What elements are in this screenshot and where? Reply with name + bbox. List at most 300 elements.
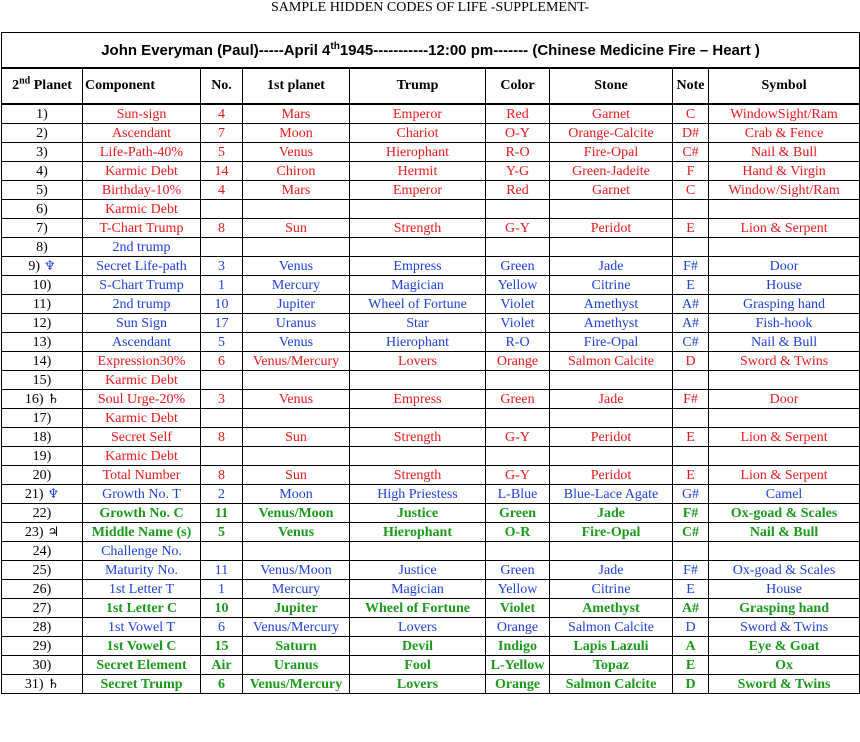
row-number-text: 20)	[32, 467, 52, 483]
row-number-text: 11)	[32, 296, 52, 312]
cell-trump: Magician	[350, 276, 486, 295]
cell-note: F#	[673, 561, 709, 580]
row-number-text: 10)	[32, 277, 52, 293]
cell-note: C#	[673, 143, 709, 162]
cell-symbol	[709, 447, 860, 466]
cell-stone: Jade	[550, 504, 673, 523]
cell-symbol: Sword & Twins	[709, 352, 860, 371]
cell-component: Ascendant	[83, 124, 201, 143]
table-header-row	[2, 33, 860, 69]
row-number-text: 21)	[24, 486, 44, 502]
cell-first-planet	[243, 447, 350, 466]
cell-first-planet: Sun	[243, 219, 350, 238]
cell-number: 11	[201, 561, 243, 580]
cell-number: 7	[201, 124, 243, 143]
page-title: SAMPLE HIDDEN CODES OF LIFE -SUPPLEMENT-	[270, 0, 589, 15]
cell-component: 2nd trump	[83, 238, 201, 257]
cell-component: 2nd trump	[83, 295, 201, 314]
cell-stone: Topaz	[550, 656, 673, 675]
cell-note: E	[673, 276, 709, 295]
cell-stone	[550, 409, 673, 428]
cell-number: 1	[201, 580, 243, 599]
cell-component: Maturity No.	[83, 561, 201, 580]
cell-first-planet: Venus/Mercury	[243, 675, 350, 694]
cell-note: D	[673, 675, 709, 694]
cell-component: Total Number	[83, 466, 201, 485]
cell-first-planet	[243, 371, 350, 390]
cell-stone	[550, 542, 673, 561]
cell-first-planet: Sun	[243, 428, 350, 447]
cell-number: 15	[201, 637, 243, 656]
table-row	[2, 181, 860, 200]
cell-stone: Fire-Opal	[550, 333, 673, 352]
cell-stone: Garnet	[550, 104, 673, 124]
cell-number: 5	[201, 523, 243, 542]
cell-color: Yellow	[486, 276, 550, 295]
cell-first-planet: Mars	[243, 104, 350, 124]
cell-stone: Peridot	[550, 466, 673, 485]
cell-first-planet: Moon	[243, 124, 350, 143]
cell-component: Secret Element	[83, 656, 201, 675]
cell-symbol: Sword & Twins	[709, 618, 860, 637]
row-number	[2, 675, 83, 694]
cell-note: D	[673, 618, 709, 637]
row-number-text: 7)	[36, 220, 48, 236]
cell-note: E	[673, 466, 709, 485]
cell-first-planet: Sun	[243, 466, 350, 485]
cell-color: Red	[486, 181, 550, 200]
cell-stone: Peridot	[550, 219, 673, 238]
cell-symbol: Sword & Twins	[709, 675, 860, 694]
row-number	[2, 656, 83, 675]
table-row	[2, 143, 860, 162]
row-number	[2, 200, 83, 219]
cell-component: Challenge No.	[83, 542, 201, 561]
cell-note	[673, 238, 709, 257]
cell-trump: Wheel of Fortune	[350, 295, 486, 314]
cell-stone	[550, 371, 673, 390]
cell-first-planet: Venus	[243, 523, 350, 542]
cell-note	[673, 200, 709, 219]
table-row	[2, 656, 860, 675]
cell-note	[673, 409, 709, 428]
cell-color: Green	[486, 504, 550, 523]
cell-component: 1st Letter T	[83, 580, 201, 599]
planet-glyph-icon: ♄	[47, 676, 60, 692]
cell-stone: Jade	[550, 561, 673, 580]
cell-color: G-Y	[486, 428, 550, 447]
table-row	[2, 200, 860, 219]
row-number	[2, 238, 83, 257]
cell-first-planet: Venus/Mercury	[243, 618, 350, 637]
cell-number: 4	[201, 181, 243, 200]
row-number-text: 3)	[36, 144, 48, 160]
cell-symbol: Grasping hand	[709, 599, 860, 618]
cell-symbol: Lion & Serpent	[709, 466, 860, 485]
row-number	[2, 637, 83, 656]
cell-note: F	[673, 162, 709, 181]
col-planet-label: Planet	[30, 78, 72, 93]
cell-trump: Strength	[350, 428, 486, 447]
cell-stone: Salmon Calcite	[550, 675, 673, 694]
row-number-text: 27)	[32, 600, 52, 616]
cell-component: 1st Vowel C	[83, 637, 201, 656]
cell-symbol: Door	[709, 390, 860, 409]
row-number	[2, 561, 83, 580]
cell-number: 14	[201, 162, 243, 181]
cell-stone: Fire-Opal	[550, 143, 673, 162]
table-row	[2, 542, 860, 561]
row-number	[2, 333, 83, 352]
cell-component: S-Chart Trump	[83, 276, 201, 295]
row-number-text: 28)	[32, 619, 52, 635]
cell-symbol	[709, 200, 860, 219]
cell-note: E	[673, 580, 709, 599]
row-number	[2, 599, 83, 618]
row-number-text: 8)	[36, 239, 48, 255]
cell-component: Secret Life-path	[83, 257, 201, 276]
col-stone: Stone	[550, 68, 673, 104]
cell-number: 5	[201, 333, 243, 352]
cell-color: R-O	[486, 333, 550, 352]
row-number-text: 24)	[32, 543, 52, 559]
table-row	[2, 599, 860, 618]
cell-number: 6	[201, 352, 243, 371]
cell-note: G#	[673, 485, 709, 504]
cell-component: Sun-sign	[83, 104, 201, 124]
table-row	[2, 333, 860, 352]
cell-number	[201, 200, 243, 219]
row-number	[2, 124, 83, 143]
cell-stone: Orange-Calcite	[550, 124, 673, 143]
cell-symbol: Nail & Bull	[709, 523, 860, 542]
table-row	[2, 238, 860, 257]
cell-color: L-Blue	[486, 485, 550, 504]
cell-stone: Green-Jadeite	[550, 162, 673, 181]
cell-component: Life-Path-40%	[83, 143, 201, 162]
cell-component: Karmic Debt	[83, 409, 201, 428]
row-number-text: 23)	[24, 524, 44, 540]
table-row	[2, 104, 860, 124]
hidden-codes-table	[1, 32, 860, 694]
cell-symbol: Crab & Fence	[709, 124, 860, 143]
row-number	[2, 504, 83, 523]
cell-trump: Lovers	[350, 675, 486, 694]
cell-number: 6	[201, 675, 243, 694]
cell-note: E	[673, 428, 709, 447]
table-row	[2, 257, 860, 276]
header-text-before: John Everyman (Paul)-----April 4	[101, 41, 331, 59]
col-planet-sup: nd	[19, 75, 31, 87]
cell-note: E	[673, 219, 709, 238]
cell-first-planet: Mercury	[243, 276, 350, 295]
cell-component: Growth No. T	[83, 485, 201, 504]
row-number	[2, 295, 83, 314]
cell-symbol: Ox-goad & Scales	[709, 561, 860, 580]
cell-trump: Wheel of Fortune	[350, 599, 486, 618]
cell-first-planet: Uranus	[243, 314, 350, 333]
subject-header	[2, 33, 860, 69]
cell-symbol: Ox	[709, 656, 860, 675]
cell-symbol: WindowSight/Ram	[709, 104, 860, 124]
cell-trump: High Priestess	[350, 485, 486, 504]
table-row	[2, 504, 860, 523]
table-row	[2, 447, 860, 466]
row-number-text: 12)	[32, 315, 52, 331]
cell-color: R-O	[486, 143, 550, 162]
cell-note	[673, 447, 709, 466]
cell-symbol: Ox-goad & Scales	[709, 504, 860, 523]
cell-number: 8	[201, 466, 243, 485]
cell-color	[486, 238, 550, 257]
table-row	[2, 409, 860, 428]
col-component: Component	[83, 68, 201, 104]
planet-glyph-icon: ♆	[47, 486, 60, 502]
cell-number: 6	[201, 618, 243, 637]
cell-trump: Strength	[350, 466, 486, 485]
cell-symbol: House	[709, 580, 860, 599]
row-number-text: 13)	[32, 334, 52, 350]
row-number	[2, 181, 83, 200]
row-number-text: 17)	[32, 410, 52, 426]
col-first-planet: 1st planet	[243, 68, 350, 104]
cell-color: Green	[486, 561, 550, 580]
cell-number: 4	[201, 104, 243, 124]
cell-stone: Amethyst	[550, 599, 673, 618]
cell-note	[673, 371, 709, 390]
row-number	[2, 143, 83, 162]
row-number	[2, 219, 83, 238]
cell-trump: Emperor	[350, 104, 486, 124]
table-row	[2, 276, 860, 295]
cell-symbol: Fish-hook	[709, 314, 860, 333]
cell-stone: Blue-Lace Agate	[550, 485, 673, 504]
table-row	[2, 485, 860, 504]
cell-component: Secret Trump	[83, 675, 201, 694]
cell-symbol	[709, 238, 860, 257]
cell-stone: Peridot	[550, 428, 673, 447]
row-number	[2, 314, 83, 333]
cell-stone: Jade	[550, 390, 673, 409]
cell-first-planet: Jupiter	[243, 295, 350, 314]
table-row	[2, 390, 860, 409]
cell-color: Green	[486, 390, 550, 409]
cell-stone	[550, 238, 673, 257]
row-number	[2, 390, 83, 409]
cell-trump: Justice	[350, 504, 486, 523]
cell-color: Green	[486, 257, 550, 276]
row-number-text: 25)	[32, 562, 52, 578]
cell-note: D	[673, 352, 709, 371]
row-number	[2, 257, 83, 276]
cell-trump: Hierophant	[350, 333, 486, 352]
cell-note: D#	[673, 124, 709, 143]
cell-note: F#	[673, 504, 709, 523]
cell-symbol	[709, 409, 860, 428]
cell-note: A#	[673, 295, 709, 314]
cell-color	[486, 542, 550, 561]
cell-first-planet: Saturn	[243, 637, 350, 656]
cell-first-planet	[243, 542, 350, 561]
cell-first-planet: Moon	[243, 485, 350, 504]
row-number	[2, 580, 83, 599]
cell-note: C#	[673, 523, 709, 542]
row-number-text: 6)	[36, 201, 48, 217]
cell-trump: Empress	[350, 390, 486, 409]
cell-first-planet: Mercury	[243, 580, 350, 599]
cell-number: 3	[201, 390, 243, 409]
cell-trump: Magician	[350, 580, 486, 599]
cell-note: E	[673, 656, 709, 675]
row-number-text: 31)	[24, 676, 44, 692]
row-number	[2, 523, 83, 542]
cell-stone	[550, 447, 673, 466]
cell-first-planet: Jupiter	[243, 599, 350, 618]
cell-trump: Hermit	[350, 162, 486, 181]
cell-number: 2	[201, 485, 243, 504]
row-number	[2, 276, 83, 295]
cell-stone: Citrine	[550, 580, 673, 599]
cell-note: A	[673, 637, 709, 656]
cell-trump: Devil	[350, 637, 486, 656]
cell-component: Expression30%	[83, 352, 201, 371]
cell-trump: Star	[350, 314, 486, 333]
cell-trump	[350, 542, 486, 561]
cell-component: 1st Letter C	[83, 599, 201, 618]
cell-first-planet: Venus	[243, 143, 350, 162]
cell-trump: Hierophant	[350, 523, 486, 542]
cell-trump: Hierophant	[350, 143, 486, 162]
cell-number	[201, 542, 243, 561]
row-number	[2, 162, 83, 181]
col-note: Note	[673, 68, 709, 104]
cell-note: F#	[673, 390, 709, 409]
cell-color: L-Yellow	[486, 656, 550, 675]
cell-trump	[350, 238, 486, 257]
row-number-text: 4)	[36, 163, 48, 179]
cell-number: 10	[201, 295, 243, 314]
cell-number: 8	[201, 219, 243, 238]
table-row	[2, 428, 860, 447]
cell-stone	[550, 200, 673, 219]
cell-color: Orange	[486, 618, 550, 637]
cell-symbol: Lion & Serpent	[709, 219, 860, 238]
cell-first-planet	[243, 200, 350, 219]
cell-component: Karmic Debt	[83, 371, 201, 390]
col-trump: Trump	[350, 68, 486, 104]
cell-first-planet: Venus	[243, 257, 350, 276]
cell-symbol: Door	[709, 257, 860, 276]
cell-color: Orange	[486, 352, 550, 371]
table-row	[2, 371, 860, 390]
row-number-text: 5)	[36, 182, 48, 198]
cell-symbol	[709, 371, 860, 390]
cell-first-planet: Venus/Moon	[243, 561, 350, 580]
header-superscript: th	[330, 40, 340, 52]
cell-symbol: Nail & Bull	[709, 333, 860, 352]
cell-color: Violet	[486, 314, 550, 333]
cell-component: Soul Urge-20%	[83, 390, 201, 409]
cell-first-planet: Mars	[243, 181, 350, 200]
cell-stone: Garnet	[550, 181, 673, 200]
cell-stone: Salmon Calcite	[550, 352, 673, 371]
cell-color: G-Y	[486, 219, 550, 238]
cell-first-planet	[243, 238, 350, 257]
table-row	[2, 618, 860, 637]
cell-number: 11	[201, 504, 243, 523]
cell-symbol: Grasping hand	[709, 295, 860, 314]
table-row	[2, 162, 860, 181]
planet-glyph-icon: ♃	[47, 524, 60, 540]
row-number-text: 1)	[36, 106, 48, 122]
cell-trump	[350, 200, 486, 219]
cell-stone: Amethyst	[550, 295, 673, 314]
table-row	[2, 295, 860, 314]
planet-glyph-icon: ♄	[47, 391, 60, 407]
cell-note: C	[673, 181, 709, 200]
table-row	[2, 352, 860, 371]
cell-color: Violet	[486, 599, 550, 618]
cell-color: Red	[486, 104, 550, 124]
cell-component: 1st Vowel T	[83, 618, 201, 637]
cell-component: Karmic Debt	[83, 200, 201, 219]
row-number	[2, 371, 83, 390]
cell-first-planet	[243, 409, 350, 428]
row-number	[2, 104, 83, 124]
cell-first-planet: Uranus	[243, 656, 350, 675]
row-number	[2, 618, 83, 637]
row-number	[2, 466, 83, 485]
column-headers	[2, 68, 860, 104]
table-body	[2, 104, 860, 694]
cell-color: O-Y	[486, 124, 550, 143]
row-number-text: 16)	[24, 391, 44, 407]
row-number-text: 29)	[32, 638, 52, 654]
cell-note: F#	[673, 257, 709, 276]
table-row	[2, 580, 860, 599]
row-number-text: 9)	[28, 258, 40, 274]
cell-note	[673, 542, 709, 561]
row-number-text: 30)	[32, 657, 52, 673]
cell-symbol: Camel	[709, 485, 860, 504]
cell-trump	[350, 409, 486, 428]
cell-number: 3	[201, 257, 243, 276]
row-number-text: 14)	[32, 353, 52, 369]
cell-note: A#	[673, 314, 709, 333]
cell-symbol: House	[709, 276, 860, 295]
cell-symbol: Lion & Serpent	[709, 428, 860, 447]
cell-number	[201, 238, 243, 257]
cell-number: 10	[201, 599, 243, 618]
table-row	[2, 675, 860, 694]
cell-symbol: Window/Sight/Ram	[709, 181, 860, 200]
cell-trump: Justice	[350, 561, 486, 580]
cell-trump	[350, 447, 486, 466]
table-row	[2, 523, 860, 542]
cell-number	[201, 371, 243, 390]
cell-component: Secret Self	[83, 428, 201, 447]
cell-stone: Fire-Opal	[550, 523, 673, 542]
cell-first-planet: Venus/Mercury	[243, 352, 350, 371]
row-number-text: 2)	[36, 125, 48, 141]
header-text-after: 1945-----------12:00 pm------- (Chinese Medicine Fire – Heart )	[339, 41, 760, 59]
cell-color	[486, 200, 550, 219]
cell-trump: Empress	[350, 257, 486, 276]
row-number	[2, 447, 83, 466]
table-row	[2, 219, 860, 238]
table-row	[2, 314, 860, 333]
cell-color	[486, 409, 550, 428]
